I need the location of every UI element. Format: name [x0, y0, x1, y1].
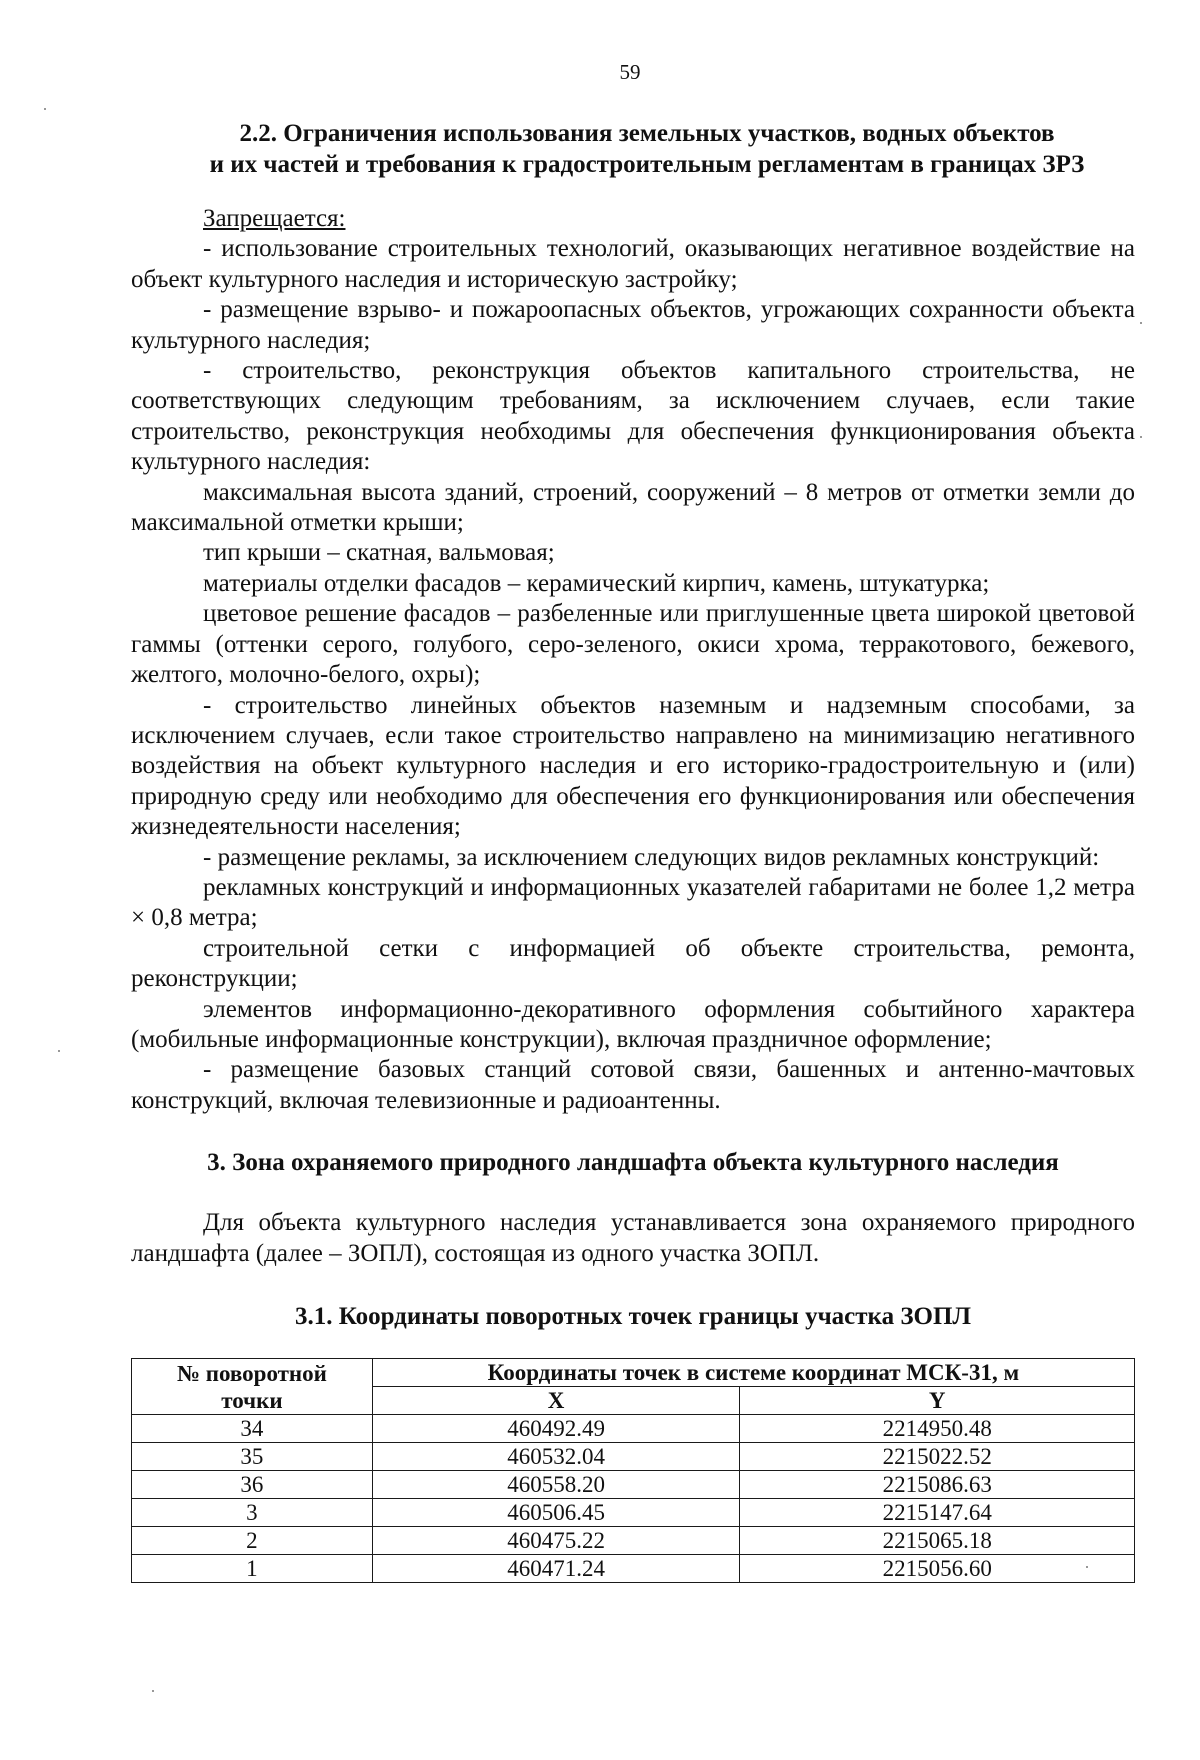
header-y: Y — [740, 1387, 1135, 1415]
cell-point: 36 — [132, 1471, 373, 1499]
table-header-row — [132, 1359, 1135, 1387]
section-3-heading: 3. Зона охраняемого природного ландшафта объекта культурного наследия — [207, 1149, 1059, 1177]
paragraph-roof-type: тип крыши – скатная, вальмовая; — [203, 539, 555, 567]
cell-point: 35 — [132, 1443, 373, 1471]
paragraph-advertising: - размещение рекламы, за исключением следующих видов рекламных конструкций: — [203, 843, 1100, 871]
cell-point: 2 — [132, 1527, 373, 1555]
coordinates-table — [131, 1358, 1135, 1583]
header-point-line-2: точки — [221, 1387, 283, 1413]
paragraph-facade-colors: цветовое решение фасадов – разбеленные или приглушенные цвета широкой цветовой гаммы (оттенки серого, голубого, серо-зеленого, окиси хрома, терракотового, бежевого, желтого, молочно-белого, охры); — [131, 600, 1135, 689]
table-row — [132, 1499, 1135, 1527]
section-3-1-heading: 3.1. Координаты поворотных точек границы участка ЗОПЛ — [294, 1303, 972, 1330]
scan-speck — [1140, 322, 1142, 324]
paragraph-facade-materials: материалы отделки фасадов – керамический кирпич, камень, штукатурка; — [203, 569, 990, 597]
table-row — [132, 1443, 1135, 1471]
cell-y: 2215147.64 — [740, 1499, 1135, 1527]
cell-x: 460532.04 — [372, 1443, 740, 1471]
cell-y: 2215065.18 — [740, 1527, 1135, 1555]
section-2-2-heading-line-1: 2.2. Ограничения использования земельных участков, водных объектов — [239, 120, 1055, 147]
scan-speck — [1086, 1566, 1088, 1568]
paragraph-base-stations: - размещение базовых станций сотовой связи, башенных и антенно-мачтовых конструкций, включая телевизионные и радиоантенны. — [131, 1056, 1135, 1114]
cell-y: 2215056.60 — [740, 1555, 1135, 1583]
cell-y: 2214950.48 — [740, 1415, 1135, 1443]
scan-speck — [1140, 436, 1142, 438]
cell-x: 460475.22 — [372, 1527, 740, 1555]
table-row — [132, 1527, 1135, 1555]
paragraph-technologies: - использование строительных технологий, оказывающих негативное воздействие на объект культурного наследия и историческую застройку; — [131, 235, 1135, 293]
cell-x: 460492.49 — [372, 1415, 740, 1443]
cell-point: 1 — [132, 1555, 373, 1583]
paragraph-max-height: максимальная высота зданий, строений, сооружений – 8 метров от отметки земли до максимальной отметки крыши; — [131, 478, 1135, 537]
page-number: 59 — [619, 60, 641, 84]
header-point-line-1: № поворотной — [176, 1360, 327, 1386]
paragraph-ad-structures: рекламных конструкций и информационных указателей габаритами не более 1,2 метра × 0,8 метра; — [131, 873, 1135, 932]
header-point-number — [132, 1359, 373, 1415]
scan-speck — [58, 1050, 60, 1052]
scan-speck — [44, 108, 46, 110]
section-3-intro: Для объекта культурного наследия устанавливается зона охраняемого природного ландшафта (далее – ЗОПЛ), состоящая из одного участка ЗОПЛ. — [131, 1209, 1135, 1267]
header-coordinates: Координаты точек в системе координат МСК-31, м — [372, 1359, 1134, 1387]
cell-point: 34 — [132, 1415, 373, 1443]
cell-y: 2215022.52 — [740, 1443, 1135, 1471]
page-content — [131, 118, 1135, 1583]
paragraph-construction: - строительство, реконструкция объектов капитального строительства, не соответствующих следующим требованиям, за исключением случаев, если такие строительство, реконструкция необходимы для обеспечения функционирования объекта культурного наследия: — [131, 357, 1135, 476]
scan-speck — [152, 1690, 154, 1692]
cell-y: 2215086.63 — [740, 1471, 1135, 1499]
paragraph-decorative-elements: элементов информационно-декоративного оформления событийного характера (мобильные информационные конструкции), включая праздничное оформление; — [131, 995, 1135, 1053]
prohibited-label: Запрещается: — [203, 205, 346, 232]
paragraph-explosive-objects: - размещение взрыво- и пожароопасных объектов, угрожающих сохранности объекта культурного наследия; — [131, 296, 1135, 354]
paragraph-construction-mesh: строительной сетки с информацией об объекте строительства, ремонта, реконструкции; — [131, 934, 1135, 993]
header-x: X — [372, 1387, 740, 1415]
section-2-2-heading-line-2: и их частей и требования к градостроительным регламентам в границах ЗРЗ — [209, 151, 1085, 178]
cell-point: 3 — [132, 1499, 373, 1527]
table-row — [132, 1415, 1135, 1443]
table-row — [132, 1471, 1135, 1499]
cell-x: 460506.45 — [372, 1499, 740, 1527]
table-row — [132, 1555, 1135, 1583]
paragraph-linear-objects: - строительство линейных объектов наземным и надземным способами, за исключением случаев, если такое строительство направлено на минимизацию негативного воздействия на объект культурного наследия и его историко-градостроительную и (или) природную среду или необходимо для обеспечения его функционирования или обеспечения жизнедеятельности населения; — [131, 691, 1135, 841]
cell-x: 460558.20 — [372, 1471, 740, 1499]
cell-x: 460471.24 — [372, 1555, 740, 1583]
